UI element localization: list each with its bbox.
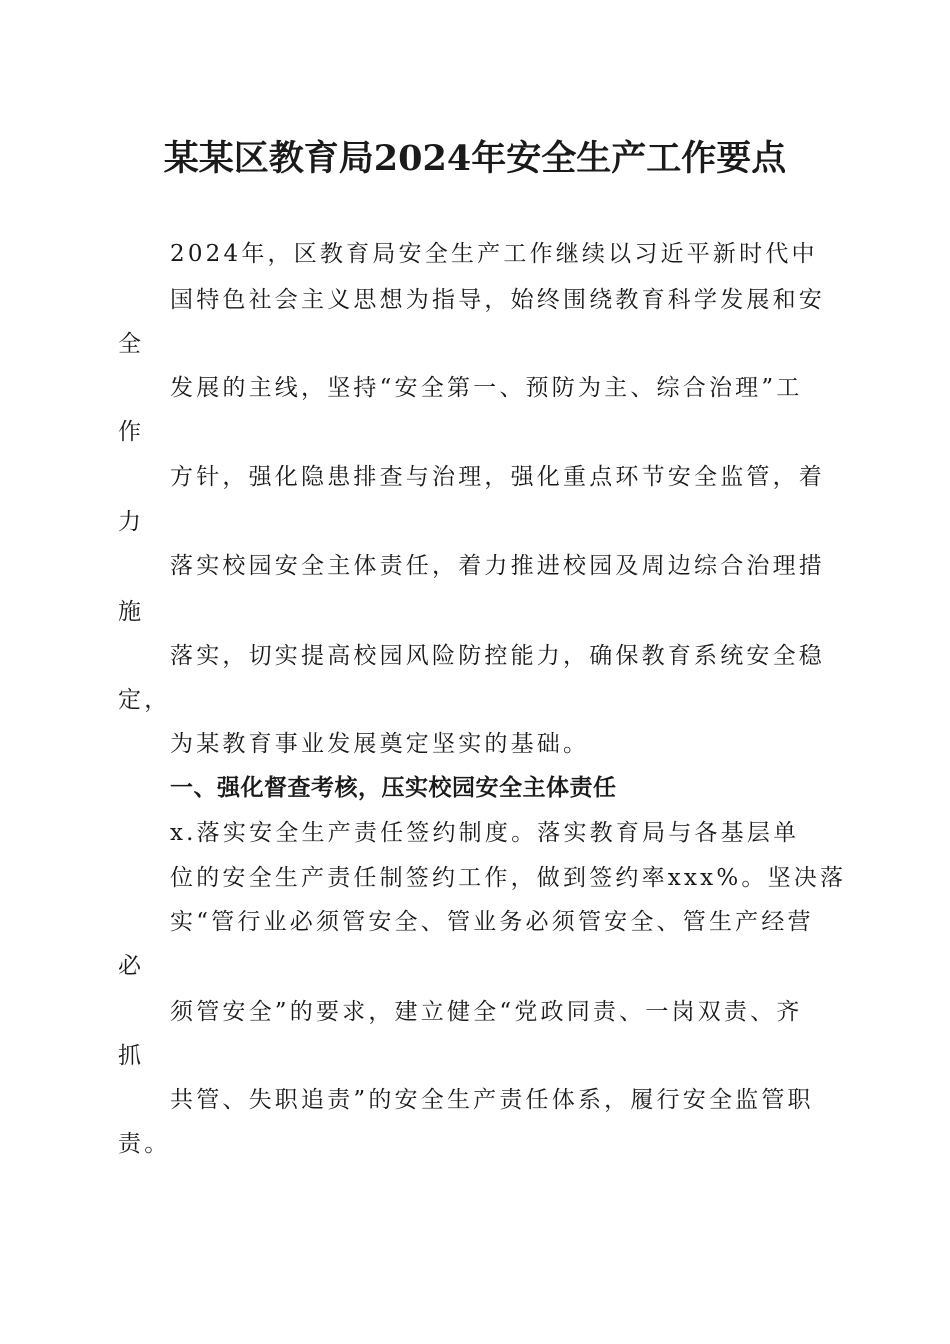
intro-line-2: 国特色社会主义思想为指导，始终围绕教育科学发展和安 <box>170 287 825 313</box>
section-heading: 一、强化督查考核，压实校园安全主体责任 <box>170 775 617 801</box>
section-line-6: 抓 <box>118 1043 145 1069</box>
intro-line-8: 落实校园安全主体责任，着力推进校园及周边综合治理措 <box>170 553 825 579</box>
section-line-2: 位的安全生产责任制签约工作，做到签约率xxx%。坚决落 <box>170 865 847 891</box>
intro-line-10: 落实，切实提高校园风险防控能力，确保教育系统安全稳 <box>170 643 825 669</box>
document-title: 某某区教育局2024年安全生产工作要点 <box>163 138 787 179</box>
intro-line-5: 作 <box>118 419 145 445</box>
intro-line-9: 施 <box>118 599 145 625</box>
intro-line-6: 方针，强化隐患排查与治理，强化重点环节安全监管，着 <box>170 464 825 490</box>
section-line-1: x.落实安全生产责任签约制度。落实教育局与各基层单 <box>170 820 800 846</box>
intro-line-4: 发展的主线，坚持“安全第一、预防为主、综合治理”工 <box>170 375 803 401</box>
section-line-4: 必 <box>118 953 145 979</box>
intro-line-7: 力 <box>118 509 145 535</box>
intro-line-11: 定， <box>118 687 171 713</box>
section-line-8: 责。 <box>118 1131 171 1157</box>
intro-line-12: 为某教育事业发展奠定坚实的基础。 <box>170 731 590 757</box>
section-line-5: 须管安全”的要求，建立健全“党政同责、一岗双责、齐 <box>170 999 803 1025</box>
intro-line-1: 2024年，区教育局安全生产工作继续以习近平新时代中 <box>170 241 818 267</box>
intro-line-3: 全 <box>118 331 145 357</box>
section-line-7: 共管、失职追责”的安全生产责任体系，履行安全监管职 <box>170 1087 814 1113</box>
section-line-3: 实“管行业必须管安全、管业务必须管安全、管生产经营 <box>170 909 814 935</box>
